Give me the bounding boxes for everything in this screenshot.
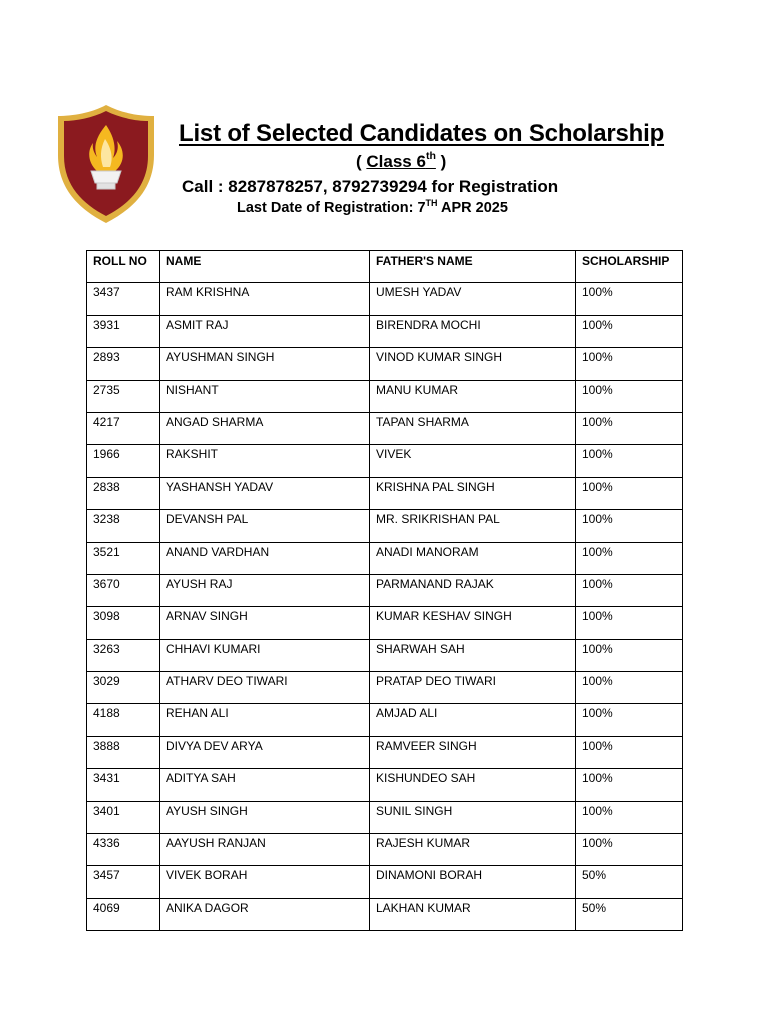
table-row — [87, 510, 683, 542]
cell-scholarship: 100% — [576, 283, 683, 315]
cell-roll-no: 2735 — [87, 380, 160, 412]
table-row — [87, 639, 683, 671]
cell-fathers-name: LAKHAN KUMAR — [370, 898, 576, 930]
table-row — [87, 380, 683, 412]
cell-fathers-name: DINAMONI BORAH — [370, 866, 576, 898]
cell-fathers-name: SUNIL SINGH — [370, 801, 576, 833]
cell-fathers-name: MANU KUMAR — [370, 380, 576, 412]
cell-scholarship: 100% — [576, 834, 683, 866]
cell-roll-no: 3029 — [87, 672, 160, 704]
cell-roll-no: 2893 — [87, 348, 160, 380]
cell-scholarship: 100% — [576, 639, 683, 671]
cell-roll-no: 3098 — [87, 607, 160, 639]
table-row — [87, 866, 683, 898]
cell-name: ADITYA SAH — [160, 769, 370, 801]
cell-roll-no: 4217 — [87, 412, 160, 444]
class-subtitle — [356, 149, 447, 172]
header-roll-no: ROLL NO — [87, 251, 160, 283]
table-row — [87, 445, 683, 477]
cell-scholarship: 100% — [576, 348, 683, 380]
class-prefix: ( — [356, 152, 367, 171]
cell-fathers-name: RAMVEER SINGH — [370, 736, 576, 768]
cell-fathers-name: BIRENDRA MOCHI — [370, 315, 576, 347]
cell-scholarship: 100% — [576, 477, 683, 509]
cell-fathers-name: PRATAP DEO TIWARI — [370, 672, 576, 704]
table-row — [87, 283, 683, 315]
table-row — [87, 607, 683, 639]
cell-fathers-name: UMESH YADAV — [370, 283, 576, 315]
cell-name: VIVEK BORAH — [160, 866, 370, 898]
cell-scholarship: 100% — [576, 574, 683, 606]
cell-roll-no: 4069 — [87, 898, 160, 930]
cell-name: RAM KRISHNA — [160, 283, 370, 315]
cell-name: ANAND VARDHAN — [160, 542, 370, 574]
class-label-text: Class 6 — [366, 152, 426, 171]
cell-name: ARNAV SINGH — [160, 607, 370, 639]
last-date-line — [237, 200, 508, 216]
cell-fathers-name: KUMAR KESHAV SINGH — [370, 607, 576, 639]
table-row — [87, 477, 683, 509]
cell-roll-no: 4188 — [87, 704, 160, 736]
cell-roll-no: 3401 — [87, 801, 160, 833]
table-row — [87, 898, 683, 930]
cell-name: ANIKA DAGOR — [160, 898, 370, 930]
cell-fathers-name: RAJESH KUMAR — [370, 834, 576, 866]
table-header-row — [87, 251, 683, 283]
cell-scholarship: 100% — [576, 380, 683, 412]
cell-fathers-name: KRISHNA PAL SINGH — [370, 477, 576, 509]
cell-roll-no: 3263 — [87, 639, 160, 671]
cell-fathers-name: KISHUNDEO SAH — [370, 769, 576, 801]
table-row — [87, 574, 683, 606]
cell-scholarship: 100% — [576, 445, 683, 477]
cell-name: DEVANSH PAL — [160, 510, 370, 542]
cell-roll-no: 3431 — [87, 769, 160, 801]
cell-fathers-name: VIVEK — [370, 445, 576, 477]
last-date-superscript: TH — [425, 198, 438, 209]
table-row — [87, 801, 683, 833]
cell-name: CHHAVI KUMARI — [160, 639, 370, 671]
cell-scholarship: 100% — [576, 412, 683, 444]
cell-scholarship: 50% — [576, 866, 683, 898]
cell-name: AAYUSH RANJAN — [160, 834, 370, 866]
cell-name: REHAN ALI — [160, 704, 370, 736]
cell-scholarship: 100% — [576, 801, 683, 833]
cell-fathers-name: ANADI MANORAM — [370, 542, 576, 574]
table-row — [87, 834, 683, 866]
table-row — [87, 348, 683, 380]
cell-fathers-name: SHARWAH SAH — [370, 639, 576, 671]
cell-name: RAKSHIT — [160, 445, 370, 477]
class-suffix: ) — [435, 152, 447, 171]
cell-roll-no: 3931 — [87, 315, 160, 347]
cell-fathers-name: MR. SRIKRISHAN PAL — [370, 510, 576, 542]
cell-name: ATHARV DEO TIWARI — [160, 672, 370, 704]
cell-fathers-name: VINOD KUMAR SINGH — [370, 348, 576, 380]
cell-name: AYUSHMAN SINGH — [160, 348, 370, 380]
cell-scholarship: 100% — [576, 315, 683, 347]
cell-scholarship: 100% — [576, 704, 683, 736]
page-title: List of Selected Candidates on Scholarship — [179, 120, 665, 147]
class-superscript: th — [425, 149, 436, 162]
cell-roll-no: 1966 — [87, 445, 160, 477]
last-date-prefix: Last Date of Registration: 7 — [237, 200, 426, 216]
cell-fathers-name: PARMANAND RAJAK — [370, 574, 576, 606]
cell-fathers-name: AMJAD ALI — [370, 704, 576, 736]
class-label — [366, 149, 436, 171]
cell-roll-no: 3670 — [87, 574, 160, 606]
cell-roll-no: 3888 — [87, 736, 160, 768]
cell-name: ANGAD SHARMA — [160, 412, 370, 444]
table-row — [87, 412, 683, 444]
table-row — [87, 704, 683, 736]
cell-scholarship: 100% — [576, 736, 683, 768]
cell-scholarship: 100% — [576, 510, 683, 542]
table-row — [87, 736, 683, 768]
cell-scholarship: 100% — [576, 672, 683, 704]
cell-name: NISHANT — [160, 380, 370, 412]
table-row — [87, 315, 683, 347]
candidates-table — [86, 250, 683, 931]
cell-name: AYUSH SINGH — [160, 801, 370, 833]
table-row — [87, 672, 683, 704]
cell-roll-no: 3521 — [87, 542, 160, 574]
cell-roll-no: 3437 — [87, 283, 160, 315]
cell-roll-no: 2838 — [87, 477, 160, 509]
cell-name: DIVYA DEV ARYA — [160, 736, 370, 768]
cell-scholarship: 100% — [576, 607, 683, 639]
header-name: NAME — [160, 251, 370, 283]
cell-roll-no: 4336 — [87, 834, 160, 866]
table-row — [87, 542, 683, 574]
call-line: Call : 8287878257, 8792739294 for Registration — [182, 177, 559, 196]
cell-scholarship: 50% — [576, 898, 683, 930]
header-fathers-name: FATHER'S NAME — [370, 251, 576, 283]
cell-scholarship: 100% — [576, 542, 683, 574]
cell-roll-no: 3238 — [87, 510, 160, 542]
cell-name: YASHANSH YADAV — [160, 477, 370, 509]
cell-fathers-name: TAPAN SHARMA — [370, 412, 576, 444]
cell-scholarship: 100% — [576, 769, 683, 801]
table-row — [87, 769, 683, 801]
cell-name: AYUSH RAJ — [160, 574, 370, 606]
torch-shield-icon — [55, 103, 157, 225]
header-scholarship: SCHOLARSHIP — [576, 251, 683, 283]
cell-roll-no: 3457 — [87, 866, 160, 898]
cell-name: ASMIT RAJ — [160, 315, 370, 347]
last-date-suffix: APR 2025 — [437, 200, 508, 216]
